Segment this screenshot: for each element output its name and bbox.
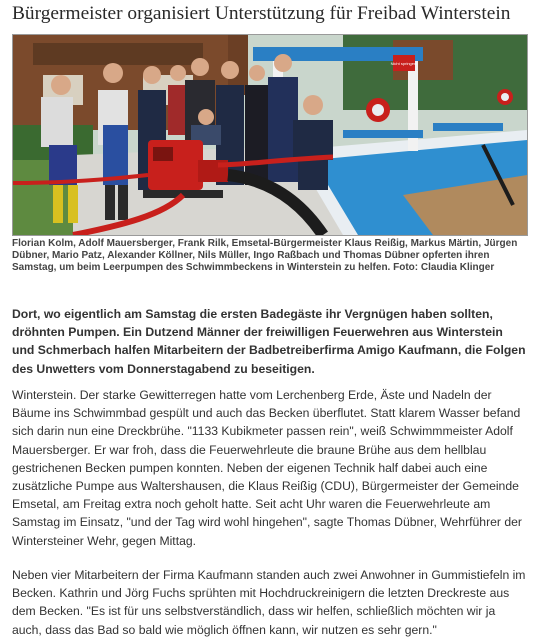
article-title: Bürgermeister organisiert Unterstützung für Freibad Winterstein [12,3,511,24]
photo-caption: Florian Kolm, Adolf Mauersberger, Frank Rilk, Emsetal-Bürgermeister Klaus Reißig, Markus Märtin, Jürgen Dübner, Mario Patz, Alexander Köllner, Nils Müller, Ingo Raßbach und Thomas Dübner opferten ihren Samstag, um beim Leerpumpen des Schwimmbeckens in Winterstein zu helfen. Foto: Claudia Klinger [12,238,518,273]
pool-sign: Nicht springen! [390,61,418,66]
article-photo [12,34,528,236]
article-lead: Dort, wo eigentlich am Samstag die ersten Badegäste ihr Vergnügen haben sollten, dröhnten Pumpen. Ein Dutzend Männer der freiwilligen Feuerwehren aus Winterstein und Schmerbach halfen Mitarbeitern der Badbetreiberfirma Amigo Kaufmann, die Folgen des Unwetters vom Donnerstagabend zu beseitigen. [12,307,526,376]
article-paragraph: Neben vier Mitarbeitern der Firma Kaufmann standen auch zwei Anwohner in Gummistiefeln im Becken. Kathrin und Jörg Fuchs sprühten mit Hochdruckreinigern die letzten Dreckreste aus dem Becken. "Es ist für uns selbstverständlich, dass wir helfen, schließlich möchten wir ja auch, dass das Bad so bald wie möglich öffnen kann, wir nutzen es sehr gern." [12,568,526,637]
article-paragraph: Winterstein. Der starke Gewitterregen hatte vom Lerchenberg Erde, Äste und Nadeln der Bäume ins Schwimmbad gespült und auch das Becken überflutet. Statt klarem Wasser befand sich darin nun eine Dreckbrühe. "1133 Kubikmeter passen rein", weiß Schwimmmeister Adolf Mauersberger. Er war froh, dass die Feuerwehrleute die braune Brühe aus dem hellblau gestrichenen Becken pumpen konnten. Neben der eigenen Technik half dabei auch eine zusätzliche Pumpe aus Waltershausen, die Klaus Reißig (CDU), Bürgermeister der Gemeinde Emsetal, am Freitag extra noch geholt hatte. Seit acht Uhr waren die Feuerwehrleute am Samstag im Einsatz, "und der Tag wird wohl hingehen", sagte Thomas Dübner, Wehrführer der Wintersteiner Wehr, gegen Mittag. [12,388,522,548]
